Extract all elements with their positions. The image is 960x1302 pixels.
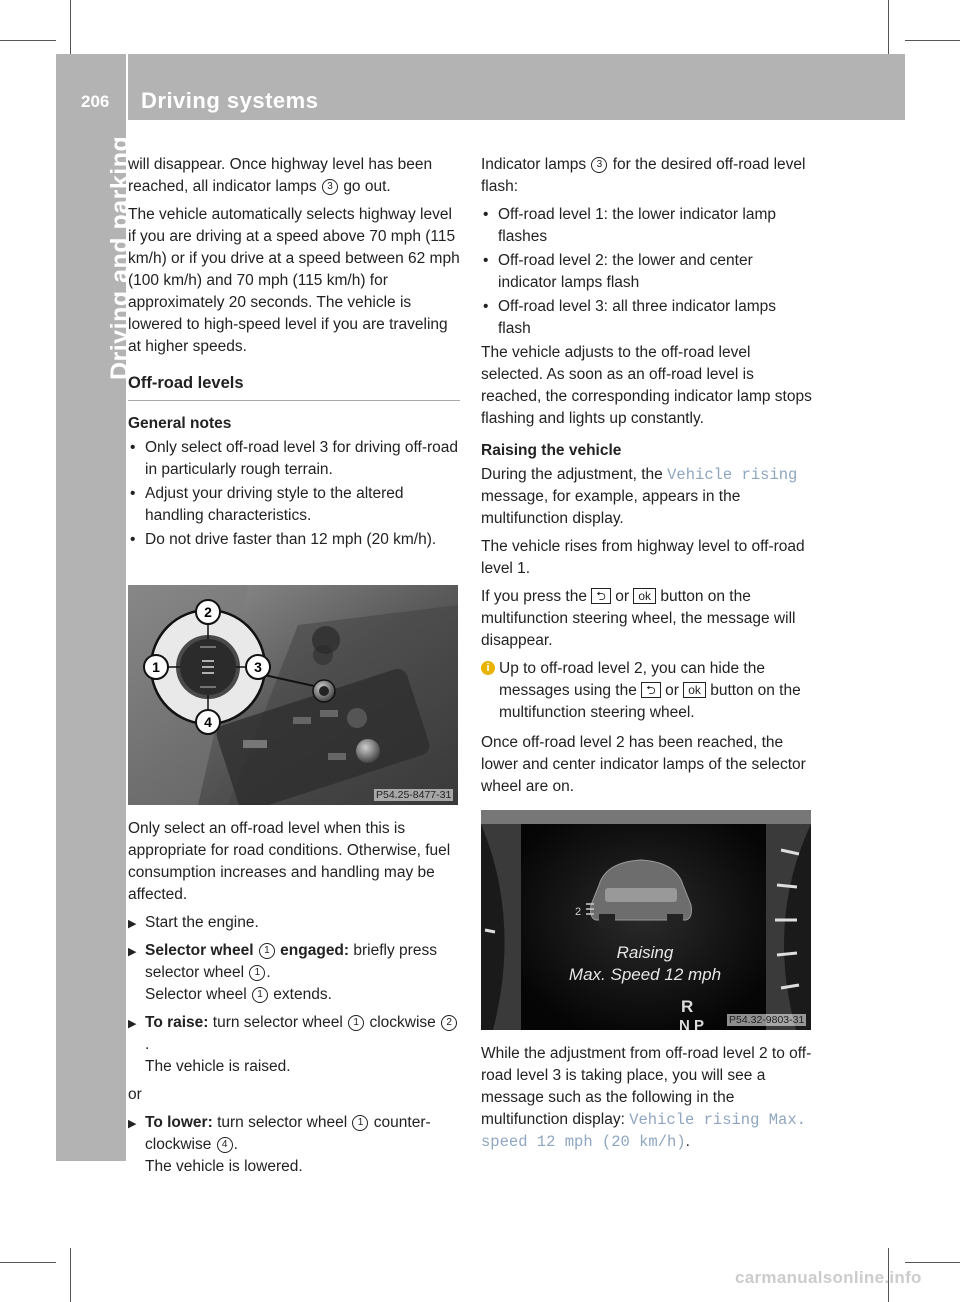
left-column-lower [128, 818, 460, 1178]
gear-np: N P [679, 1017, 705, 1030]
paragraph: While the adjustment from off-road level 2 to off-road level 3 is taking place, you will see a message such as the following in the multifunction display: Vehicle rising Max. speed 12 mph (20 km/h). [481, 1045, 812, 1151]
back-key-icon: ⮌ [641, 682, 661, 698]
crop-mark [70, 0, 71, 54]
callout-1 [144, 655, 168, 679]
ok-key-icon: ok [633, 588, 656, 604]
section-rule [128, 400, 460, 401]
list-item: • Only select off-road level 3 for driving off-road in particularly rough terrain. [128, 437, 460, 481]
crop-mark [70, 1248, 71, 1302]
watermark: carmanualsonline.info [735, 1268, 922, 1287]
paragraph: During the adjustment, the Vehicle rising message, for example, appears in the multifunction display. [481, 466, 798, 527]
svg-text:1: 1 [152, 659, 160, 675]
svg-text:3: 3 [254, 659, 262, 675]
paragraph: Once off-road level 2 has been reached, the lower and center indicator lamps of the selector wheel are on. [481, 734, 806, 795]
crop-mark [0, 40, 56, 41]
step: ▶ Start the engine. [128, 912, 460, 934]
display-line-1: Raising [616, 943, 674, 962]
figure-code: P54.25-8477-31 [376, 789, 452, 801]
crop-mark [905, 1262, 960, 1263]
callout-3 [246, 655, 270, 679]
list-item: • Do not drive faster than 12 mph (20 km/h). [128, 529, 460, 551]
level-indicator: 2 [575, 906, 582, 918]
list-item: • Off-road level 3: all three indicator lamps flash [481, 296, 813, 340]
svg-text:4: 4 [204, 714, 212, 730]
info-note: i Up to off-road level 2, you can hide the messages using the ⮌ or ok button on the multifunction steering wheel. [481, 658, 813, 724]
step-detail: The vehicle is lowered. [145, 1158, 303, 1175]
paragraph: The vehicle adjusts to the off-road level selected. As soon as an off-road level is reached, the corresponding indicator lamp stops flashing and lights up constantly. [481, 344, 812, 427]
sub-heading: Raising the vehicle [481, 442, 622, 459]
step-detail: Selector wheel 1 extends. [145, 986, 332, 1003]
right-column-lower [481, 1043, 813, 1159]
display-figure [481, 810, 811, 1030]
selector-wheel-illustration [128, 585, 458, 805]
or-text: or [128, 1086, 142, 1103]
callout-2 [196, 600, 220, 624]
header-separator [126, 54, 128, 120]
paragraph: Indicator lamps 3 for the desired off-road level flash: [481, 156, 806, 195]
list-item: • Off-road level 2: the lower and center indicator lamps flash [481, 250, 813, 294]
display-line-2: Max. Speed 12 mph [568, 965, 722, 984]
list-item: • Adjust your driving style to the altered handling characteristics. [128, 483, 460, 527]
step: ▶ To raise: turn selector wheel 1 clockwise 2. [128, 1012, 460, 1056]
back-key-icon: ⮌ [591, 588, 611, 604]
left-column [128, 154, 460, 553]
right-column [481, 154, 813, 804]
cluster-display-illustration [481, 810, 811, 1030]
figure-code: P54.32-9803-31 [729, 1014, 805, 1026]
list-item: • Off-road level 1: the lower indicator lamp flashes [481, 204, 813, 248]
crop-mark [905, 40, 960, 41]
crop-mark [0, 1262, 56, 1263]
paragraph: The vehicle rises from highway level to off-road level 1. [481, 538, 805, 577]
paragraph: The vehicle automatically selects highway level if you are driving at a speed above 70 mph (115 km/h) or if you drive at a speed between 62 mph (100 km/h) and 70 mph (115 km/h) for approximately 20 seconds. The vehicle is lowered to high-speed level if you are traveling at higher speeds. [128, 206, 460, 355]
callout-4 [196, 710, 220, 734]
step-detail: The vehicle is raised. [145, 1058, 291, 1075]
page-title: Driving systems [141, 88, 319, 113]
selector-wheel-figure [128, 585, 458, 805]
paragraph: Only select an off-road level when this is appropriate for road conditions. Otherwise, fuel consumption increases and handling may be affected. [128, 820, 451, 903]
step: ▶ To lower: turn selector wheel 1 counter-clockwise 4 . [128, 1112, 460, 1156]
gear-r: R [681, 997, 694, 1016]
svg-text:2: 2 [204, 604, 212, 620]
crop-mark [888, 0, 889, 54]
sub-heading: General notes [128, 415, 232, 432]
info-icon: i [481, 661, 495, 675]
paragraph: If you press the ⮌ or ok button on the multifunction steering wheel, the message will disappear. [481, 588, 796, 649]
step: ▶ Selector wheel 1 engaged: briefly press selector wheel 1 . [128, 940, 460, 984]
section-heading: Off-road levels [128, 374, 244, 392]
ok-key-icon: ok [683, 682, 706, 698]
side-tab-label: Driving and parking [106, 135, 134, 380]
page-number: 206 [81, 92, 110, 111]
paragraph: will disappear. Once highway level has been reached, all indicator lamps 3 go out. [128, 156, 433, 195]
